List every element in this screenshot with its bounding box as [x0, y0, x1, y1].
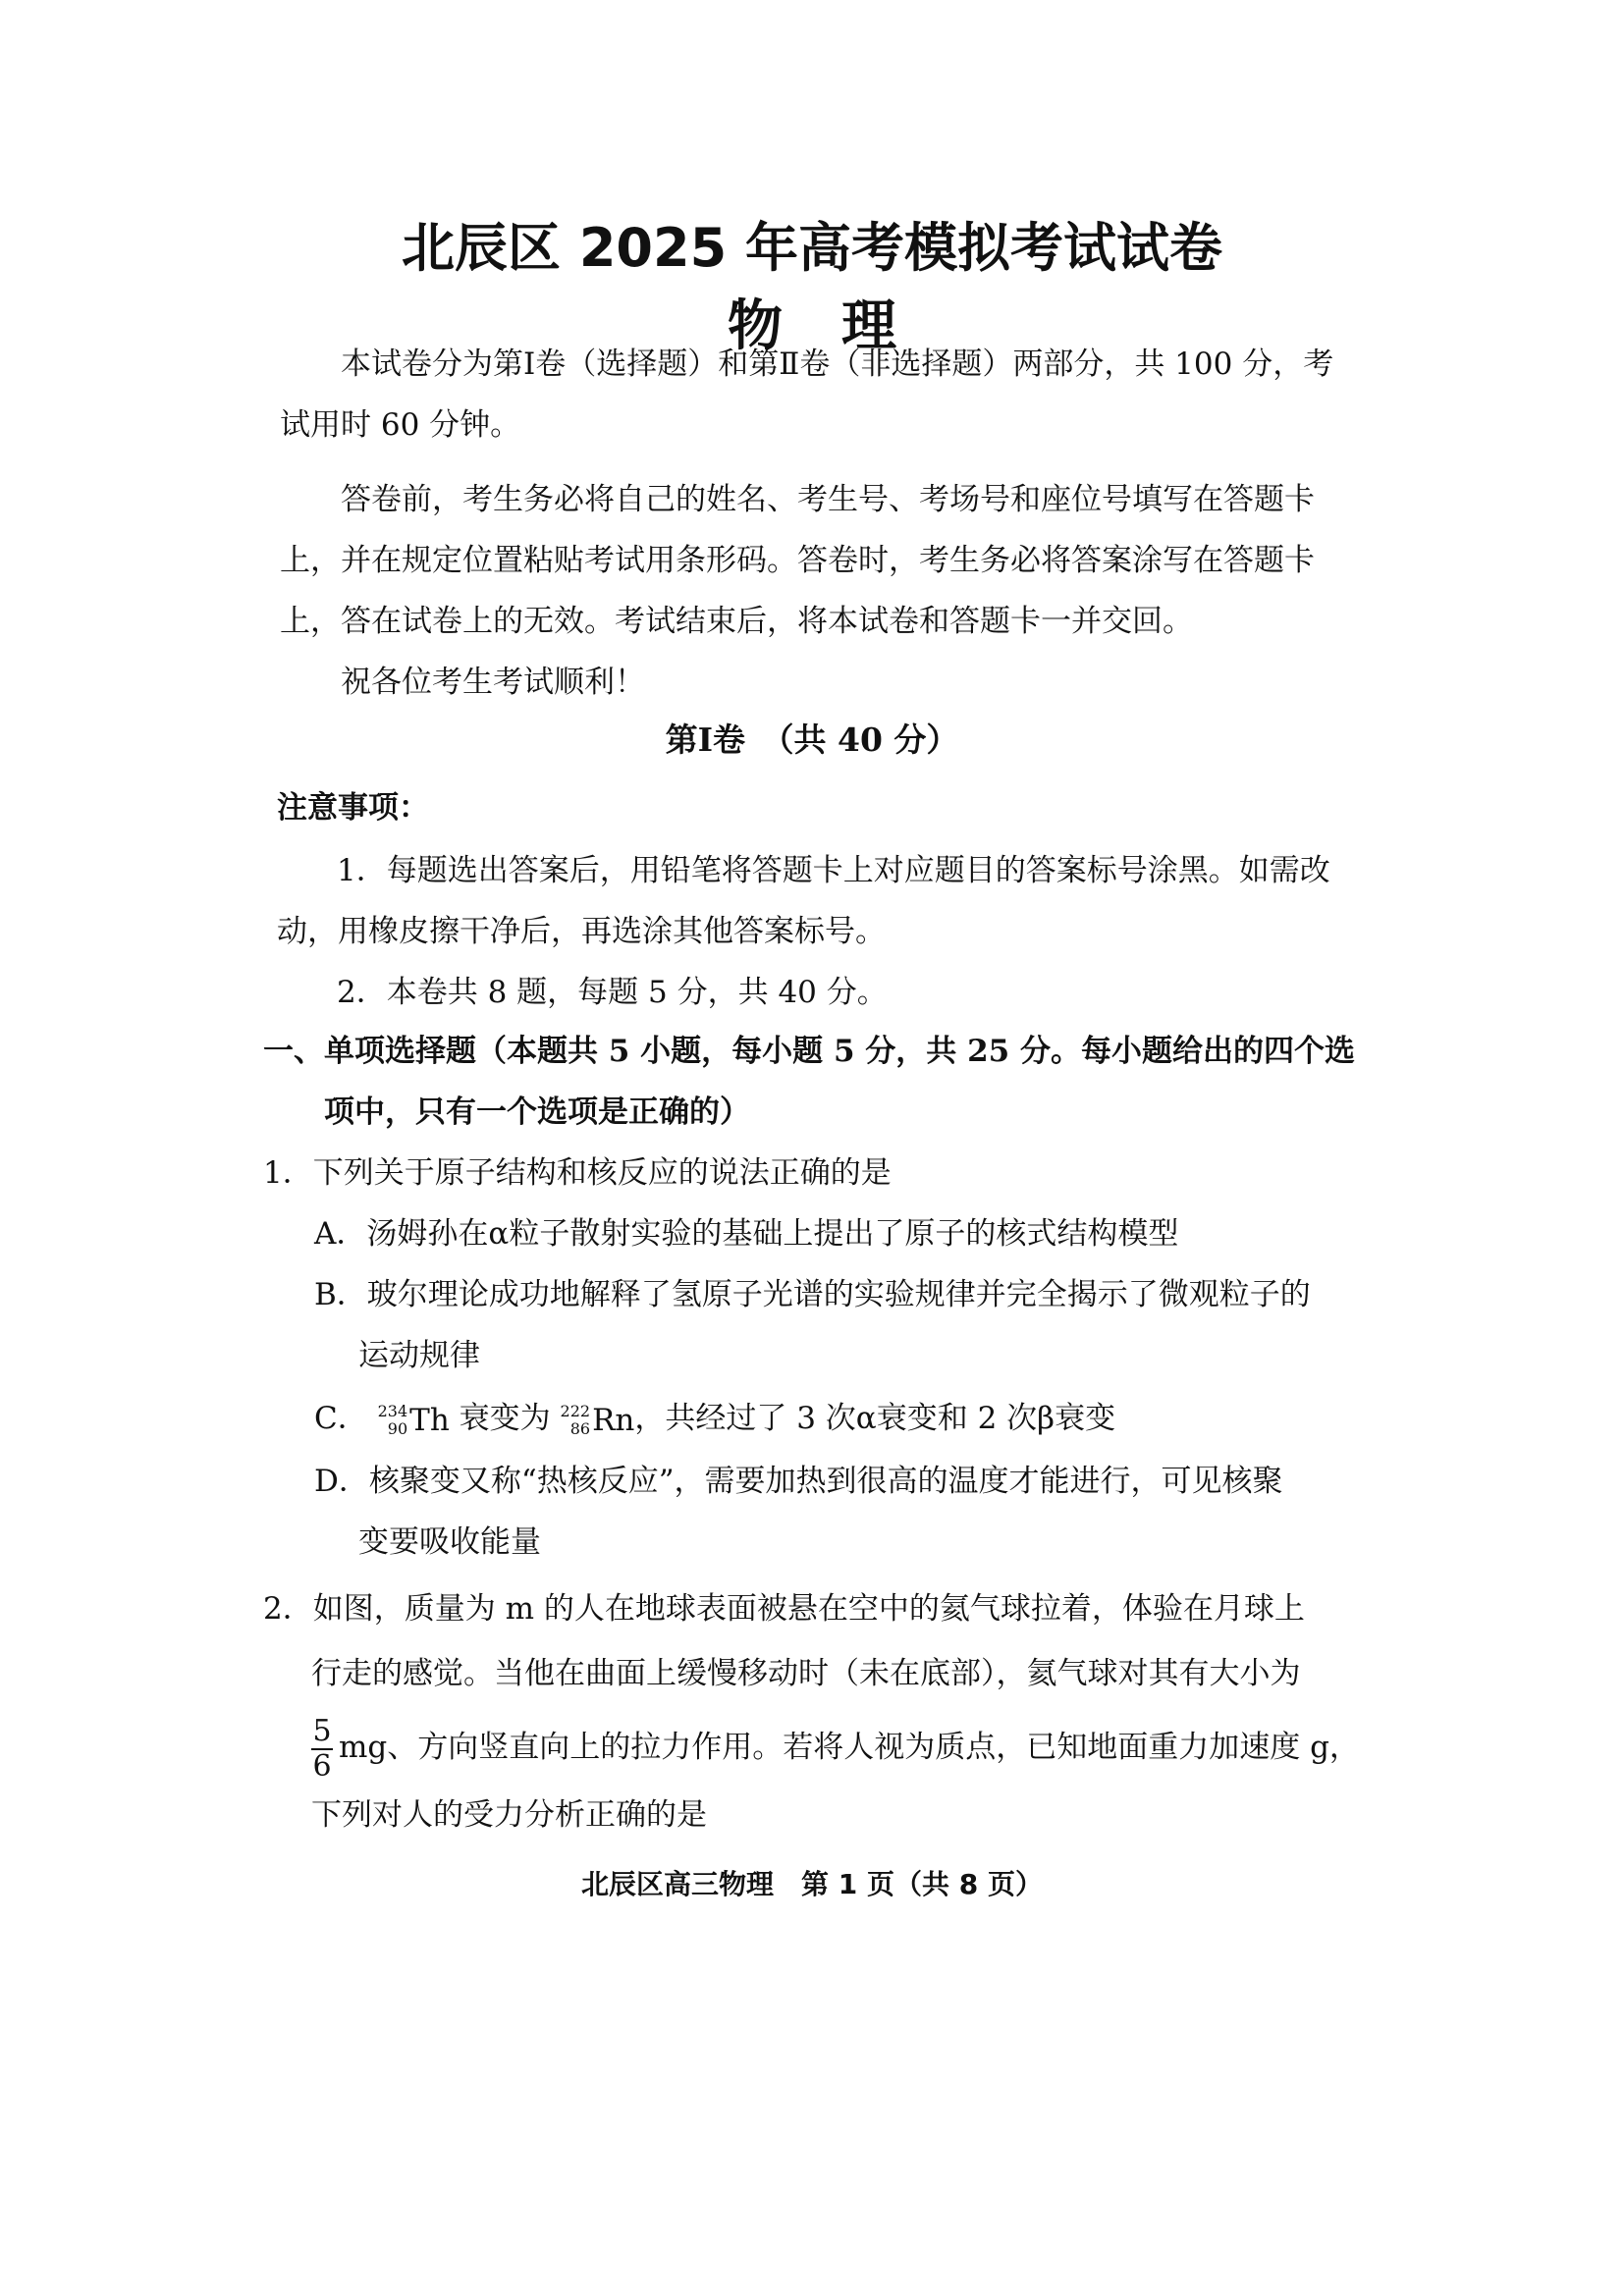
radon-symbol: Rn [592, 1402, 635, 1438]
notice-1-line-2: 动，用橡皮擦干净后，再选涂其他答案标号。 [277, 914, 886, 949]
radon-mass-number: 222 [560, 1401, 591, 1420]
exam-title: 北辰区 2025 年高考模拟考试试卷 [402, 217, 1222, 279]
intro-wish: 祝各位考生考试顺利！ [341, 665, 645, 700]
q1-option-a: A．汤姆孙在α粒子散射实验的基础上提出了原子的核式结构模型 [314, 1216, 1179, 1252]
fraction-five-sixths [311, 1715, 333, 1784]
q2-line-2: 行走的感觉。当他在曲面上缓慢移动时（未在底部），氦气球对其有大小为 [311, 1656, 1301, 1691]
notice-1-line-1: 1．每题选出答案后，用铅笔将答题卡上对应题目的答案标号涂黑。如需改 [337, 853, 1330, 888]
intro-line-1: 本试卷分为第Ⅰ卷（选择题）和第Ⅱ卷（非选择题）两部分，共 100 分，考 [341, 347, 1334, 382]
q1-stem: 1．下列关于原子结构和核反应的说法正确的是 [263, 1155, 892, 1191]
notice-2: 2．本卷共 8 题，每题 5 分，共 40 分。 [337, 975, 888, 1010]
q1-option-d-line-2: 变要吸收能量 [358, 1524, 541, 1560]
notice-title: 注意事项： [277, 790, 429, 826]
radon-nuclide [561, 1390, 635, 1451]
q1-option-b-line-2: 运动规律 [358, 1338, 480, 1373]
thorium-atomic-number: 90 [387, 1418, 408, 1438]
q1-option-c [314, 1388, 1115, 1451]
intro-line-3: 答卷前，考生务必将自己的姓名、考生号、考场号和座位号填写在答题卡 [341, 482, 1315, 517]
q2-line-1: 2．如图，质量为 m 的人在地球表面被悬在空中的氦气球拉着，体验在月球上 [263, 1591, 1305, 1627]
fraction-denominator: 6 [312, 1748, 332, 1784]
q1-option-d-line-1: D．核聚变又称“热核反应”，需要加热到很高的温度才能进行，可见核聚 [314, 1464, 1283, 1499]
q2-line-3 [311, 1708, 1360, 1787]
intro-line-4: 上，并在规定位置粘贴考试用条形码。答卷时，考生务必将答案涂写在答题卡 [280, 543, 1315, 578]
q2-line-4: 下列对人的受力分析正确的是 [311, 1797, 707, 1833]
fraction-numerator: 5 [312, 1713, 332, 1748]
thorium-symbol: Th [409, 1402, 450, 1438]
part-header-line-1: 一、单项选择题（本题共 5 小题，每小题 5 分，共 25 分。每小题给出的四个选 [263, 1034, 1356, 1069]
q1-option-c-label: C． [314, 1401, 368, 1436]
subject-title: 物理 [728, 294, 955, 358]
q1-option-c-mid: 衰变为 [449, 1401, 561, 1436]
intro-line-5: 上，答在试卷上的无效。考试结束后，将本试卷和答题卡一并交回。 [280, 604, 1193, 639]
part-header-line-2: 项中，只有一个选项是正确的） [324, 1095, 750, 1130]
q1-option-c-tail: ，共经过了 3 次α衰变和 2 次β衰变 [634, 1401, 1116, 1436]
intro-line-2: 试用时 60 分钟。 [280, 407, 521, 443]
page-footer: 北辰区高三物理 第 1 页（共 8 页） [581, 1868, 1043, 1900]
section-header: 第Ⅰ卷 （共 40 分） [665, 721, 959, 759]
q1-option-b-line-1: B．玻尔理论成功地解释了氢原子光谱的实验规律并完全揭示了微观粒子的 [314, 1277, 1311, 1312]
thorium-mass-number: 234 [377, 1401, 408, 1420]
q2-line-3-text: mg、方向竖直向上的拉力作用。若将人视为质点，已知地面重力加速度 g， [339, 1730, 1360, 1765]
thorium-nuclide [378, 1390, 450, 1451]
radon-atomic-number: 86 [569, 1418, 591, 1438]
